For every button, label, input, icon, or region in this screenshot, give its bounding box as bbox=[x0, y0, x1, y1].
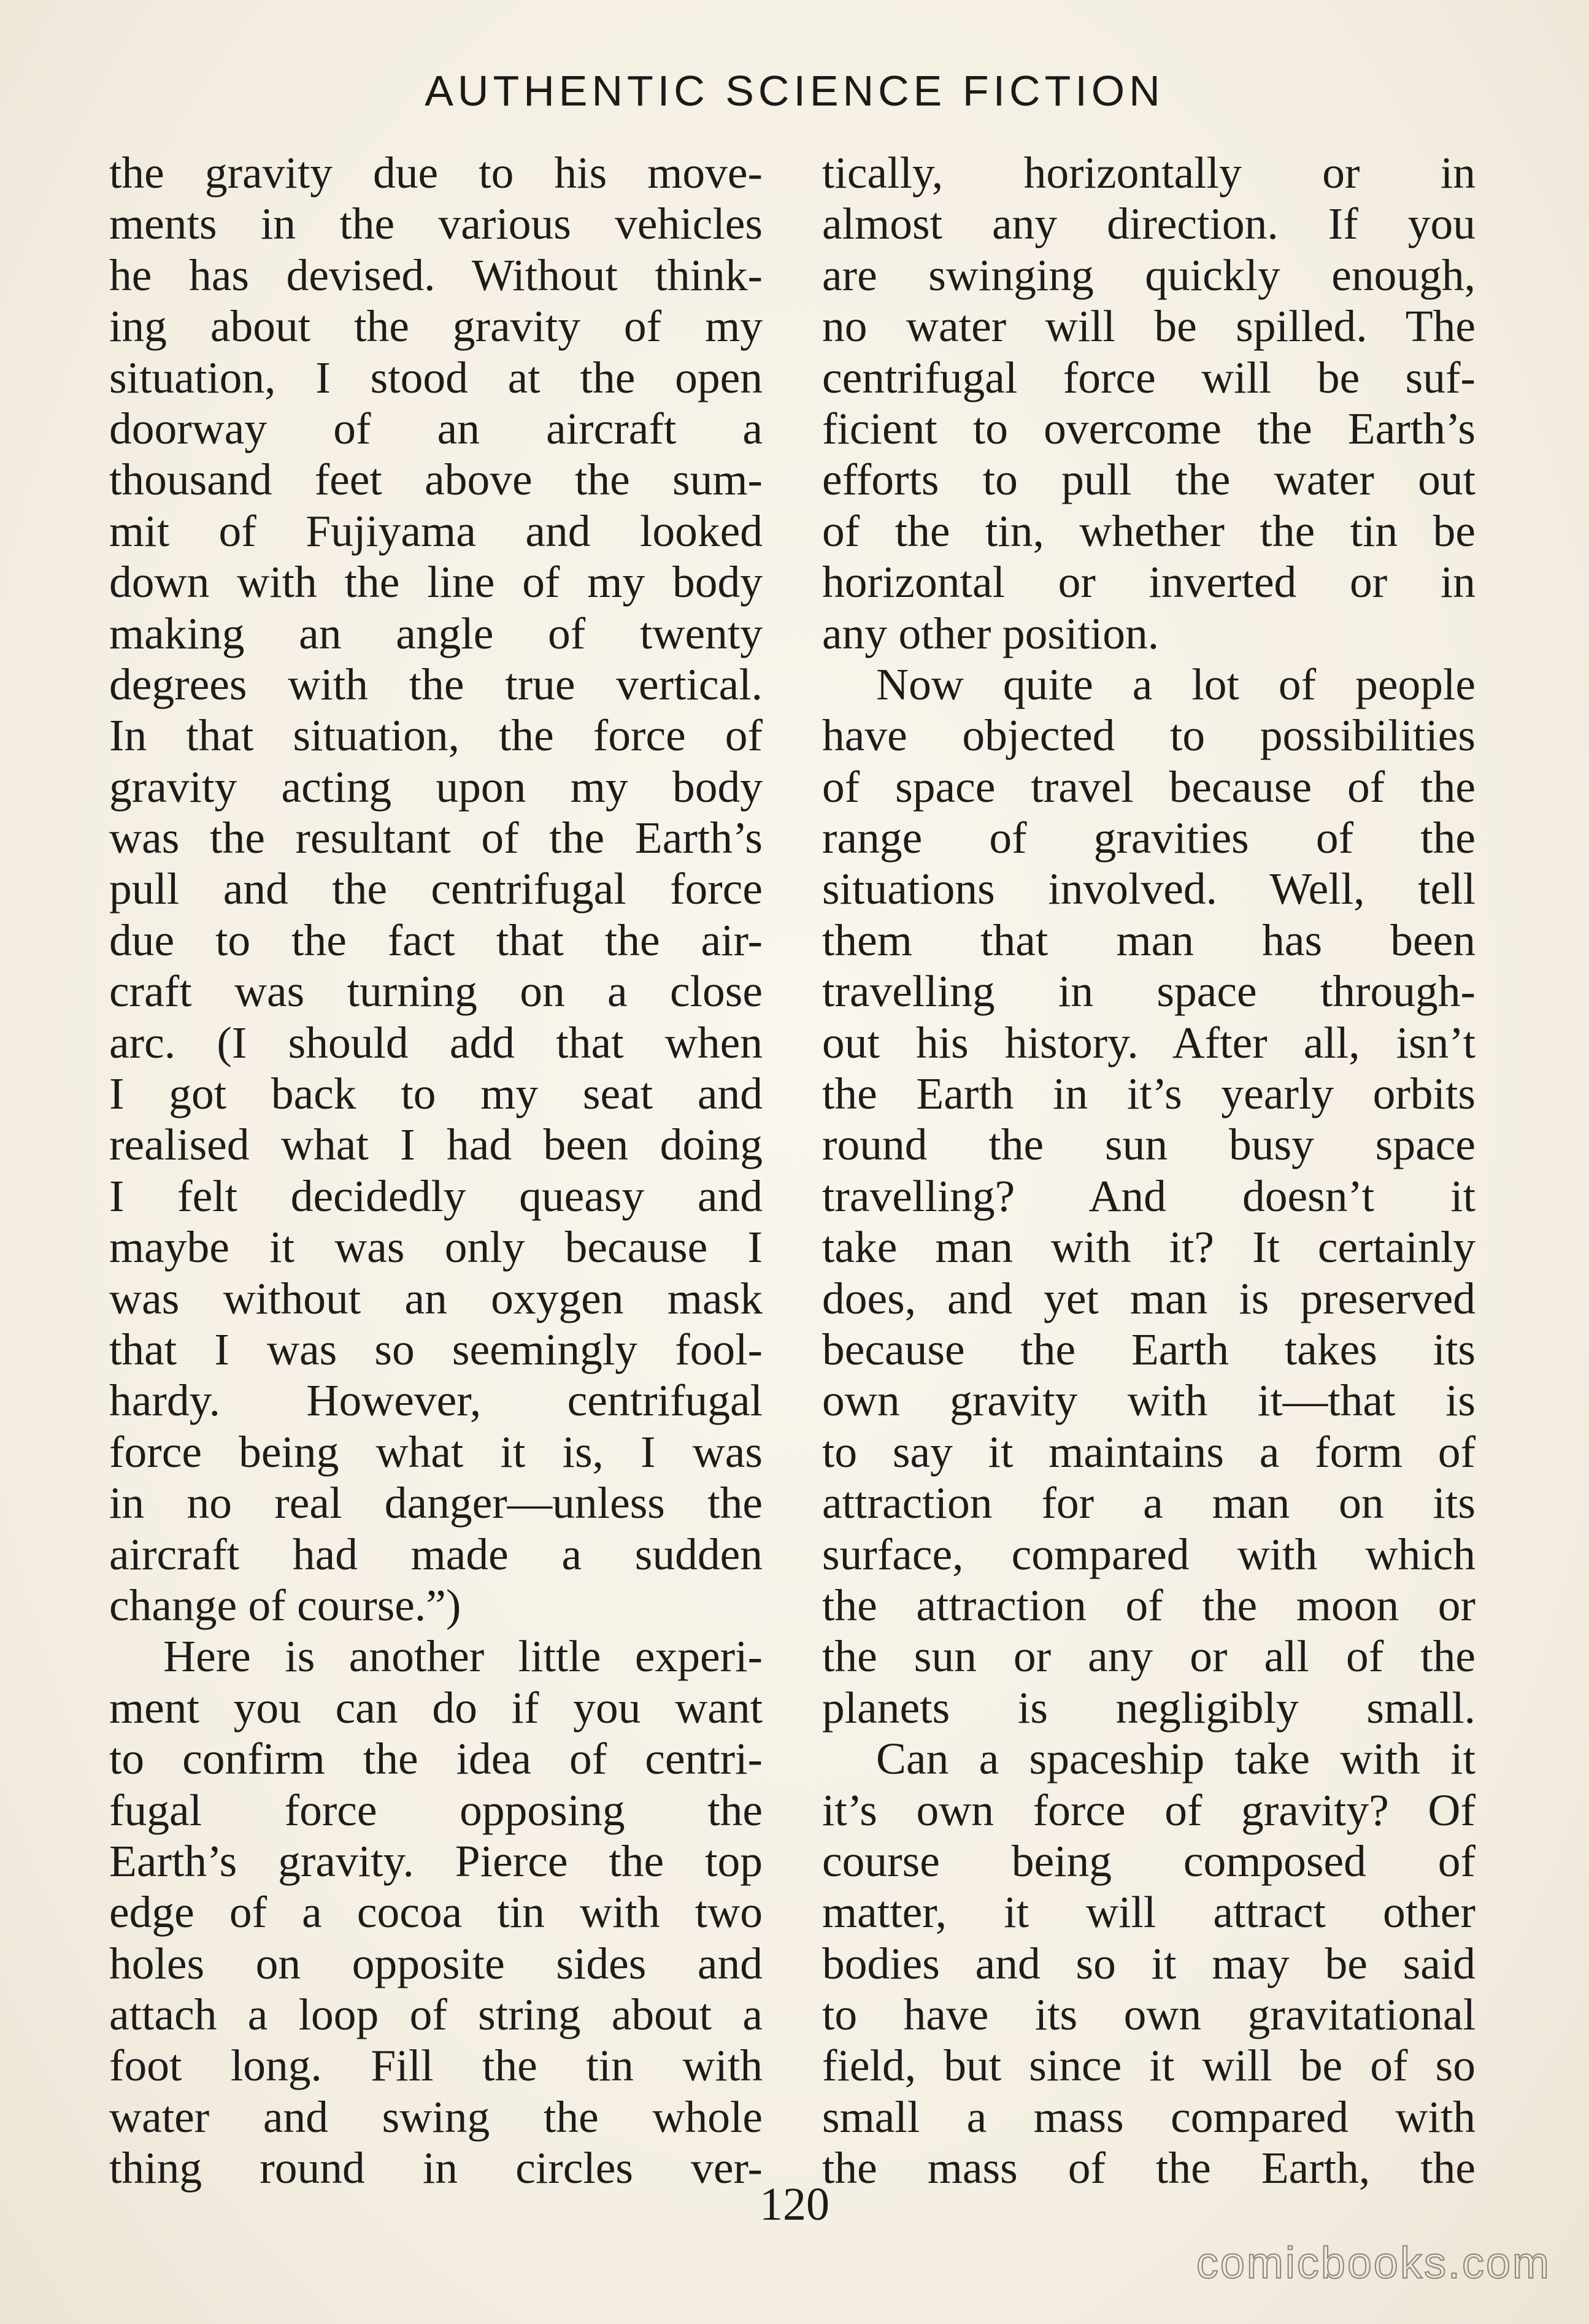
text-line: field, but since it will be of so bbox=[822, 2041, 1475, 2091]
text-line: pull and the centrifugal force bbox=[109, 864, 763, 914]
text-line: of the tin, whether the tin be bbox=[822, 506, 1475, 556]
text-line: horizontal or inverted or in bbox=[822, 557, 1475, 607]
text-line: almost any direction. If you bbox=[822, 199, 1475, 249]
text-column-left bbox=[109, 147, 763, 2194]
text-line: that I was so seemingly fool- bbox=[109, 1324, 763, 1374]
paragraph-start-line: Now quite a lot of people bbox=[876, 659, 1475, 709]
text-line: the sun or any or all of the bbox=[822, 1631, 1475, 1682]
text-line: fugal force opposing the bbox=[109, 1785, 763, 1835]
text-line: In that situation, the force of bbox=[109, 710, 763, 761]
paragraph-start-line: Can a spaceship take with it bbox=[876, 1734, 1475, 1784]
running-head: AUTHENTIC SCIENCE FICTION bbox=[425, 67, 1164, 115]
text-line: craft was turning on a close bbox=[109, 966, 763, 1017]
text-line: change of course.”) bbox=[109, 1580, 461, 1630]
text-line: to say it maintains a form of bbox=[822, 1426, 1475, 1477]
text-line: centrifugal force will be suf- bbox=[822, 352, 1475, 402]
text-line: mit of Fujiyama and looked bbox=[109, 506, 763, 556]
text-line: realised what I had been doing bbox=[109, 1120, 763, 1170]
text-line: matter, it will attract other bbox=[822, 1887, 1475, 1937]
text-line: aircraft had made a sudden bbox=[109, 1529, 763, 1579]
text-line: due to the fact that the air- bbox=[109, 915, 763, 965]
text-line: hardy. However, centrifugal bbox=[109, 1376, 763, 1426]
text-line: are swinging quickly enough, bbox=[822, 250, 1475, 300]
text-line: holes on opposite sides and bbox=[109, 1938, 763, 1988]
text-line: ing about the gravity of my bbox=[109, 301, 763, 352]
text-line: force being what it is, I was bbox=[109, 1426, 763, 1477]
text-line: it’s own force of gravity? Of bbox=[822, 1785, 1475, 1835]
text-line: course being composed of bbox=[822, 1836, 1475, 1886]
text-line: surface, compared with which bbox=[822, 1529, 1475, 1579]
text-line: own gravity with it—that is bbox=[822, 1376, 1475, 1426]
text-line: range of gravities of the bbox=[822, 813, 1475, 863]
text-line: to have its own gravitational bbox=[822, 1990, 1475, 2040]
text-line: in no real danger—unless the bbox=[109, 1478, 763, 1528]
watermark: comicbooks.com bbox=[1196, 2239, 1551, 2288]
page-number: 120 bbox=[760, 2179, 829, 2230]
text-line: out his history. After all, isn’t bbox=[822, 1017, 1475, 1068]
text-line: round the sun busy space bbox=[822, 1120, 1475, 1170]
text-line: them that man has been bbox=[822, 915, 1475, 965]
text-line: making an angle of twenty bbox=[109, 608, 763, 658]
text-line: because the Earth takes its bbox=[822, 1324, 1475, 1374]
text-line: the mass of the Earth, the bbox=[822, 2143, 1475, 2193]
text-line: ments in the various vehicles bbox=[109, 199, 763, 249]
text-line: water and swing the whole bbox=[109, 2091, 763, 2142]
text-column-right bbox=[822, 147, 1475, 2194]
text-line: was the resultant of the Earth’s bbox=[109, 813, 763, 863]
text-line: bodies and so it may be said bbox=[822, 1938, 1475, 1988]
text-line: thing round in circles ver- bbox=[109, 2143, 763, 2193]
text-line: travelling in space through- bbox=[822, 966, 1475, 1017]
text-line: I got back to my seat and bbox=[109, 1069, 763, 1119]
text-line: foot long. Fill the tin with bbox=[109, 2041, 763, 2091]
text-line: I felt decidedly queasy and bbox=[109, 1171, 763, 1221]
text-line: attraction for a man on its bbox=[822, 1478, 1475, 1528]
text-line: of space travel because of the bbox=[822, 761, 1475, 812]
text-line: situations involved. Well, tell bbox=[822, 864, 1475, 914]
text-line: Earth’s gravity. Pierce the top bbox=[109, 1836, 763, 1886]
text-line: any other position. bbox=[822, 608, 1160, 658]
text-line: efforts to pull the water out bbox=[822, 455, 1475, 505]
text-line: ment you can do if you want bbox=[109, 1682, 763, 1733]
text-line: doorway of an aircraft a bbox=[109, 403, 763, 453]
text-line: to confirm the idea of centri- bbox=[109, 1734, 763, 1784]
text-line: down with the line of my body bbox=[109, 557, 763, 607]
text-line: does, and yet man is preserved bbox=[822, 1273, 1475, 1323]
text-line: he has devised. Without think- bbox=[109, 250, 763, 300]
text-line: thousand feet above the sum- bbox=[109, 455, 763, 505]
text-line: the gravity due to his move- bbox=[109, 148, 763, 198]
text-line: arc. (I should add that when bbox=[109, 1017, 763, 1068]
text-line: tically, horizontally or in bbox=[822, 148, 1475, 198]
text-line: degrees with the true vertical. bbox=[109, 659, 763, 709]
text-line: was without an oxygen mask bbox=[109, 1273, 763, 1323]
text-line: attach a loop of string about a bbox=[109, 1990, 763, 2040]
text-line: the attraction of the moon or bbox=[822, 1580, 1475, 1630]
text-line: situation, I stood at the open bbox=[109, 352, 763, 402]
text-line: small a mass compared with bbox=[822, 2091, 1475, 2142]
paragraph-start-line: Here is another little experi- bbox=[163, 1631, 763, 1682]
text-line: ficient to overcome the Earth’s bbox=[822, 403, 1475, 453]
text-line: planets is negligibly small. bbox=[822, 1682, 1475, 1733]
text-line: gravity acting upon my body bbox=[109, 761, 763, 812]
text-line: travelling? And doesn’t it bbox=[822, 1171, 1475, 1221]
text-line: maybe it was only because I bbox=[109, 1222, 763, 1272]
text-line: the Earth in it’s yearly orbits bbox=[822, 1069, 1475, 1119]
text-line: no water will be spilled. The bbox=[822, 301, 1475, 352]
text-line: have objected to possibilities bbox=[822, 710, 1475, 761]
text-line: edge of a cocoa tin with two bbox=[109, 1887, 763, 1937]
text-line: take man with it? It certainly bbox=[822, 1222, 1475, 1272]
